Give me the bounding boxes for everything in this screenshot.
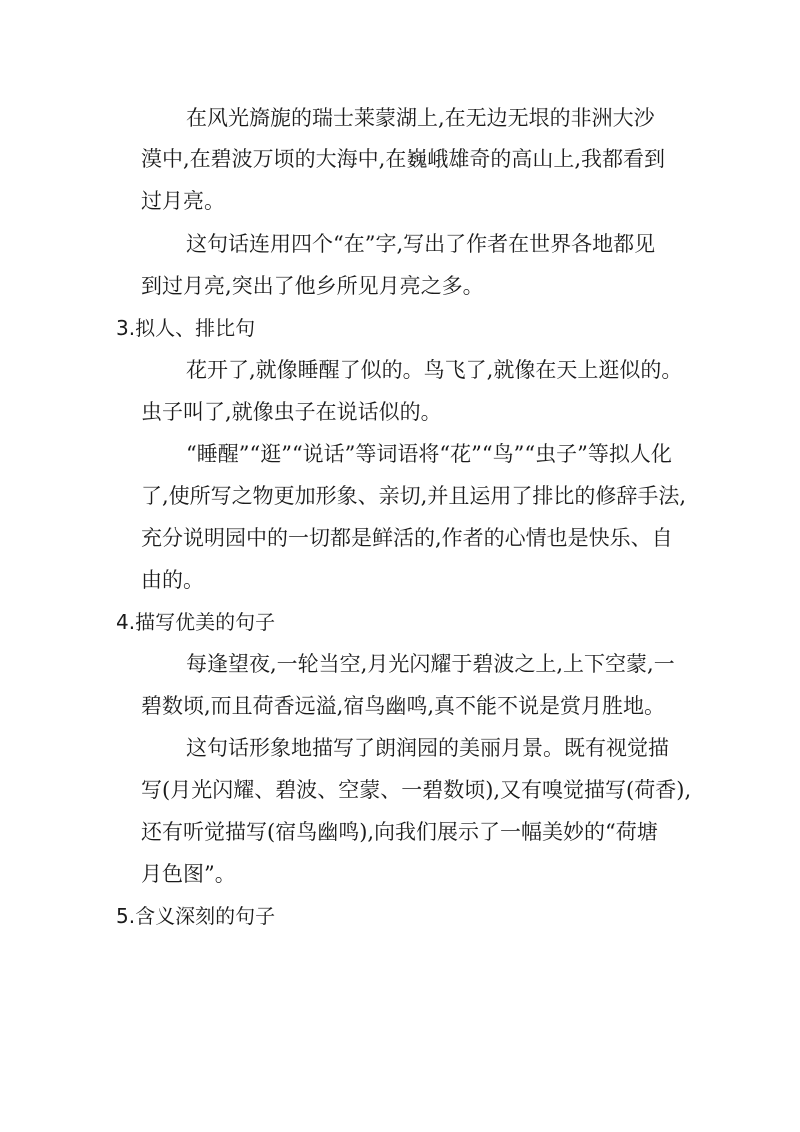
analysis-line: 这句话形象地描写了朗润园的美丽月景。既有视觉描 xyxy=(186,736,669,760)
quote-line: 在风光旖旎的瑞士莱蒙湖上,在无边无垠的非洲大沙 xyxy=(186,106,655,130)
analysis-line: 到过月亮,突出了他乡所见月亮之多。 xyxy=(141,274,484,298)
analysis-line: 这句话连用四个“在”字,写出了作者在世界各地都见 xyxy=(186,232,656,256)
quote-line: 碧数顷,而且荷香远溢,宿鸟幽鸣,真不能不说是赏月胜地。 xyxy=(141,694,666,718)
section-heading: 4.描写优美的句子 xyxy=(116,610,276,634)
quote-line: 过月亮。 xyxy=(141,189,225,213)
quote-line: 漠中,在碧波万顷的大海中,在巍峨雄奇的高山上,我都看到 xyxy=(141,147,666,171)
analysis-line: 还有听觉描写(宿鸟幽鸣),向我们展示了一幅美妙的“荷塘 xyxy=(141,820,658,844)
analysis-line: “睡醒”“逛”“说话”等词语将“花”“鸟”“虫子”等拟人化 xyxy=(186,442,672,466)
analysis-line: 写(月光闪耀、碧波、空蒙、一碧数顷),又有嗅觉描写(荷香), xyxy=(141,778,692,802)
quote-line: 花开了,就像睡醒了似的。鸟飞了,就像在天上逛似的。 xyxy=(186,358,683,382)
section-heading: 5.含义深刻的句子 xyxy=(116,904,276,928)
analysis-line: 充分说明园中的一切都是鲜活的,作者的心情也是快乐、自 xyxy=(141,526,673,550)
analysis-line: 由的。 xyxy=(141,568,204,592)
quote-line: 每逢望夜,一轮当空,月光闪耀于碧波之上,上下空蒙,一 xyxy=(186,652,675,676)
analysis-line: 月色图”。 xyxy=(141,862,236,886)
quote-line: 虫子叫了,就像虫子在说话似的。 xyxy=(141,400,442,424)
analysis-line: 了,使所写之物更加形象、亲切,并且运用了排比的修辞手法, xyxy=(141,484,687,508)
section-heading: 3.拟人、排比句 xyxy=(116,316,256,340)
